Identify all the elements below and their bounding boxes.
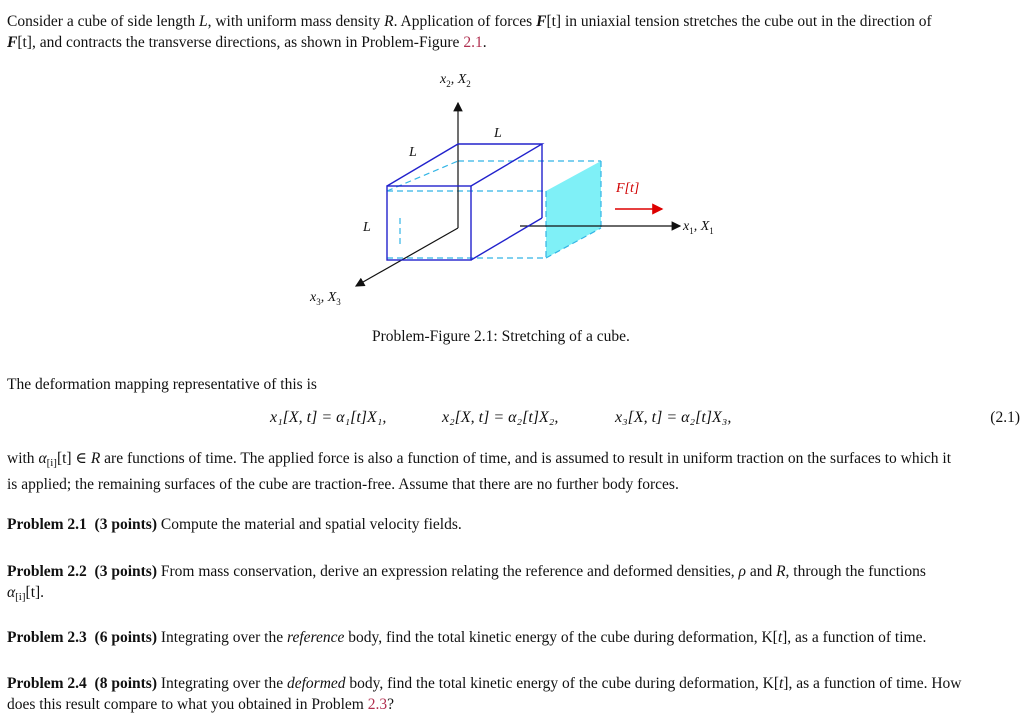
deformation-explanation: with $\alpha_{[i]}[t]$ ∈ R are functions of time. The applied force is also a function of time, and is assumed to result in uniform traction on the surfaces to which it is applied; the remaining surfaces of the cube are traction-free. Assume that there are no further body forces. (7, 450, 951, 493)
symbol-L: L (198, 13, 208, 30)
axis-x3-label: $x_3$, $X_3$ (310, 290, 341, 307)
deformation-text: The deformation mapping representative of this is (7, 376, 317, 393)
problem-2-1: Problem 2.1 (3 points) Compute the material and spatial velocity fields. (7, 516, 462, 533)
equation-x2: x₂[X, t] = α₂[t]X₂, (442, 409, 559, 426)
figure-reference-link[interactable]: 2.1 (463, 34, 483, 51)
problem-reference-link[interactable]: 2.3 (367, 696, 388, 713)
equation-x3: x₃[X, t] = α₂[t]X₃, (615, 409, 732, 426)
equation-2-1 (0, 409, 1029, 433)
figure-caption: Problem-Figure 2.1: Stretching of a cube. (372, 328, 630, 345)
symbol-R-real: R (90, 450, 101, 467)
label-L-side: L (363, 220, 371, 235)
symbol-F-2: F (7, 34, 18, 51)
force-label: F[t] (616, 181, 640, 196)
equation-x1: x₁[X, t] = α₁[t]X₁, (270, 409, 387, 426)
problem-2-3: Problem 2.3 (6 points) Integrating over the reference body, find the total kinetic energy of the cube during deformation, K[t], as a function of time. (7, 629, 927, 646)
axis-x1-label: $x_1$, $X_1$ (683, 219, 714, 236)
cube-stretching-figure (290, 68, 750, 323)
equation-number: (2.1) (990, 409, 1020, 426)
label-L-left: L (409, 145, 417, 160)
problem-2-2: Problem 2.2 (3 points) From mass conservation, derive an expression relating the reference and deformed densities, ρ and R, through the functions $\alpha_{[i]}[t]$. (7, 563, 926, 603)
problem-2-4: Problem 2.4 (8 points) Integrating over the deformed body, find the total kinetic energy of the cube during deformation, K[t], as a function of time. How does this result compare to what you obtained in Problem 2.3? (7, 675, 962, 713)
axis-x3-arrow (356, 228, 458, 286)
symbol-F: F (536, 13, 547, 30)
label-L-top: L (494, 126, 502, 141)
axis-x2-label: $x_2$, $X_2$ (440, 72, 471, 89)
symbol-R: R (384, 13, 394, 30)
intro-paragraph: Consider a cube of side length L, with uniform mass density R. Application of forces F[t] in uniaxial tension stretches the cube out in the direction of F[t], and contracts the transverse directions, as shown in Problem-Figure 2.1. (7, 13, 932, 51)
